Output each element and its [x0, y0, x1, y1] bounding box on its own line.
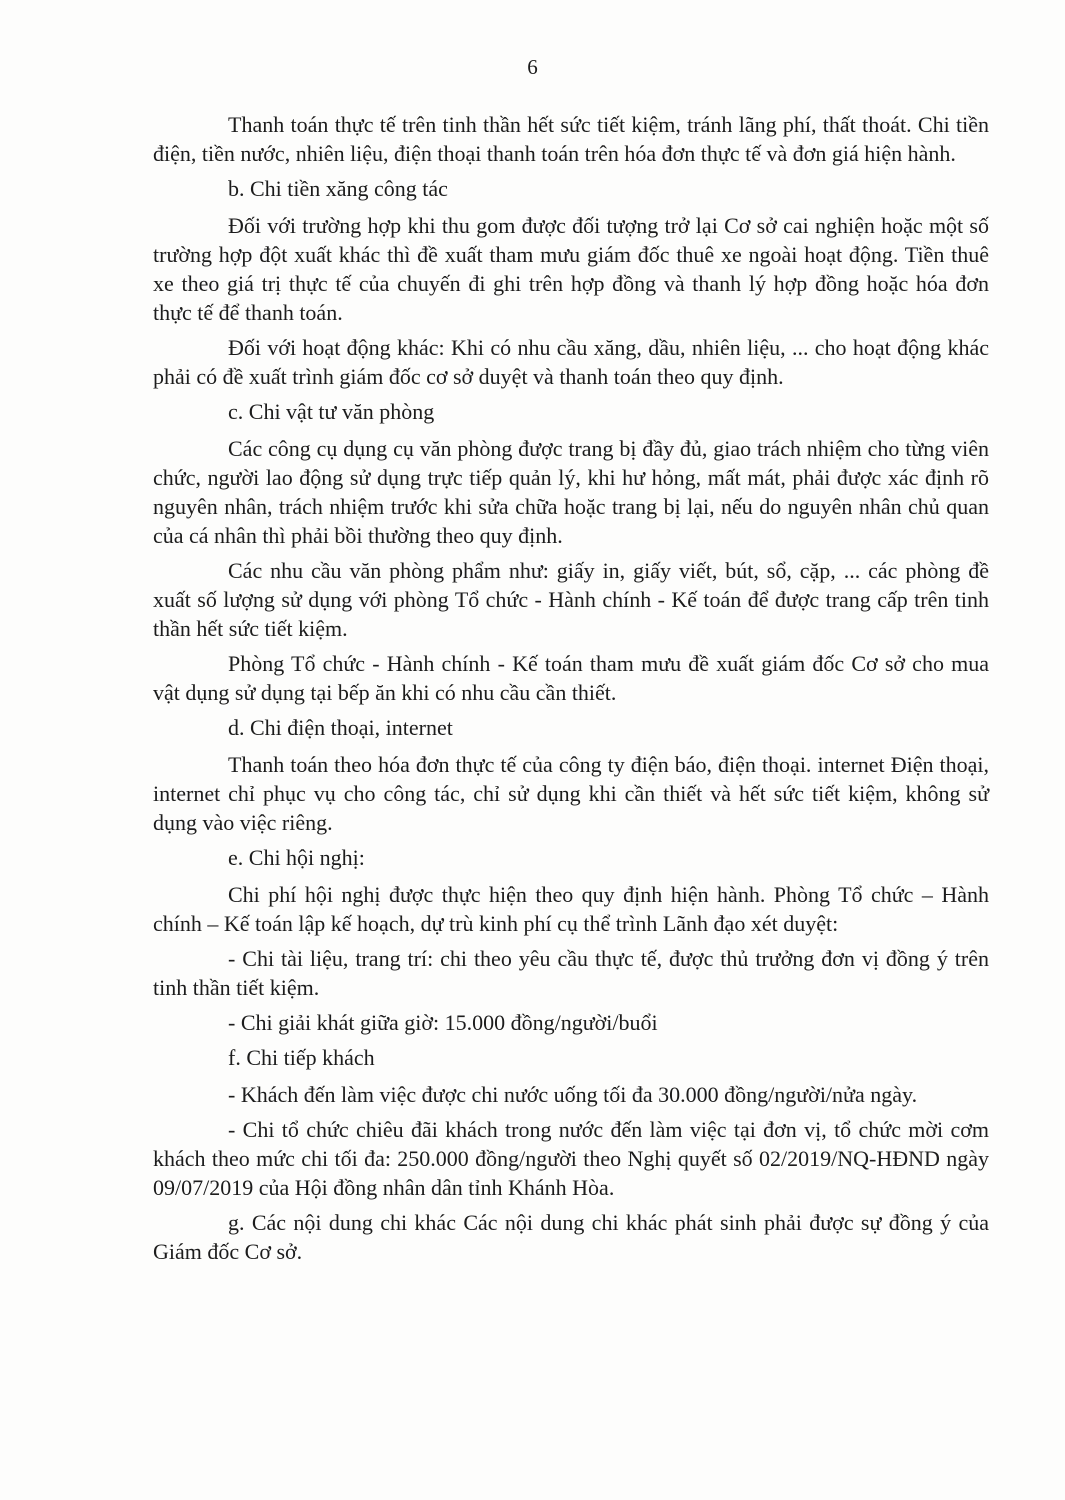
heading-fuel-expense: b. Chi tiền xăng công tác: [228, 176, 448, 201]
paragraph-vehicle-rental: Đối với trường hợp khi thu gom được đối tượng trở lại Cơ sở cai nghiện hoặc một số trường hợp đột xuất khác thì đề xuất tham mưu giám đốc thuê xe ngoài hoạt động. Tiền thuê xe theo giá trị thực tế của chuyến đi ghi trên hợp đồng và thanh lý hợp đồng hoặc hóa đơn thực tế để thanh toán.: [153, 213, 989, 325]
page-number: 6: [527, 55, 538, 79]
heading-office-supplies: c. Chi vật tư văn phòng: [228, 399, 435, 424]
paragraph-guest-drinks: - Khách đến làm việc được chi nước uống tối đa 30.000 đồng/người/nửa ngày.: [228, 1082, 918, 1107]
paragraph-documents-decoration: - Chi tài liệu, trang trí: chi theo yêu cầu thực tế, được thủ trưởng đơn vị đồng ý trên tinh thần tiết kiệm.: [153, 946, 989, 1000]
paragraph-kitchen-supplies: Phòng Tổ chức - Hành chính - Kế toán tham mưu đề xuất giám đốc Cơ sở cho mua vật dụng sử dụng tại bếp ăn khi có nhu cầu cần thiết.: [153, 651, 989, 705]
paragraph-stationery: Các nhu cầu văn phòng phẩm như: giấy in, giấy viết, bút, sổ, cặp, ... các phòng đề xuất số lượng sử dụng với phòng Tổ chức - Hành chính - Kế toán để được trang cấp trên tinh thần hết sức tiết kiệm.: [153, 558, 989, 641]
paragraph-office-tools: Các công cụ dụng cụ văn phòng được trang bị đầy đủ, giao trách nhiệm cho từng viên chức, người lao động sử dụng trực tiếp quản lý, khi hư hỏng, mất mát, phải được xác định rõ nguyên nhân, trách nhiệm trước khi sửa chữa hoặc trang bị lại, nếu do nguyên nhân chủ quan của cá nhân thì phải bồi thường theo quy định.: [153, 436, 989, 548]
paragraph-phone-internet: Thanh toán theo hóa đơn thực tế của công ty điện báo, điện thoại. internet Điện thoại, internet chỉ phục vụ cho công tác, chỉ sử dụng khi cần thiết và hết sức tiết kiệm, không sử dụng vào việc riêng.: [153, 752, 989, 835]
heading-phone-internet: d. Chi điện thoại, internet: [228, 715, 453, 740]
heading-conference: e. Chi hội nghị:: [228, 845, 365, 870]
paragraph-refreshments: - Chi giải khát giữa giờ: 15.000 đồng/người/buổi: [228, 1010, 658, 1035]
paragraph-conference-costs: Chi phí hội nghị được thực hiện theo quy định hiện hành. Phòng Tổ chức – Hành chính – Kế toán lập kế hoạch, dự trù kinh phí cụ thể trình Lãnh đạo xét duyệt:: [153, 882, 989, 936]
heading-guest-reception: f. Chi tiếp khách: [228, 1045, 375, 1070]
paragraph-other-fuel: Đối với hoạt động khác: Khi có nhu cầu xăng, dầu, nhiên liệu, ... cho hoạt động khác phải có đề xuất trình giám đốc cơ sở duyệt và thanh toán theo quy định.: [153, 335, 989, 389]
document-body: [153, 110, 989, 1272]
paragraph-guest-banquet: - Chi tổ chức chiêu đãi khách trong nước đến làm việc tại đơn vị, tổ chức mời cơm khách theo mức chi tối đa: 250.000 đồng/người theo Nghị quyết số 02/2019/NQ-HĐND ngày 09/07/2019 của Hội đồng nhân dân tỉnh Khánh Hòa.: [153, 1117, 989, 1200]
paragraph-payment-principle: Thanh toán thực tế trên tinh thần hết sức tiết kiệm, tránh lãng phí, thất thoát. Chi tiền điện, tiền nước, nhiên liệu, điện thoại thanh toán trên hóa đơn thực tế và đơn giá hiện hành.: [153, 112, 989, 166]
paragraph-other-expenses: g. Các nội dung chi khác Các nội dung chi khác phát sinh phải được sự đồng ý của Giám đốc Cơ sở.: [153, 1210, 989, 1264]
